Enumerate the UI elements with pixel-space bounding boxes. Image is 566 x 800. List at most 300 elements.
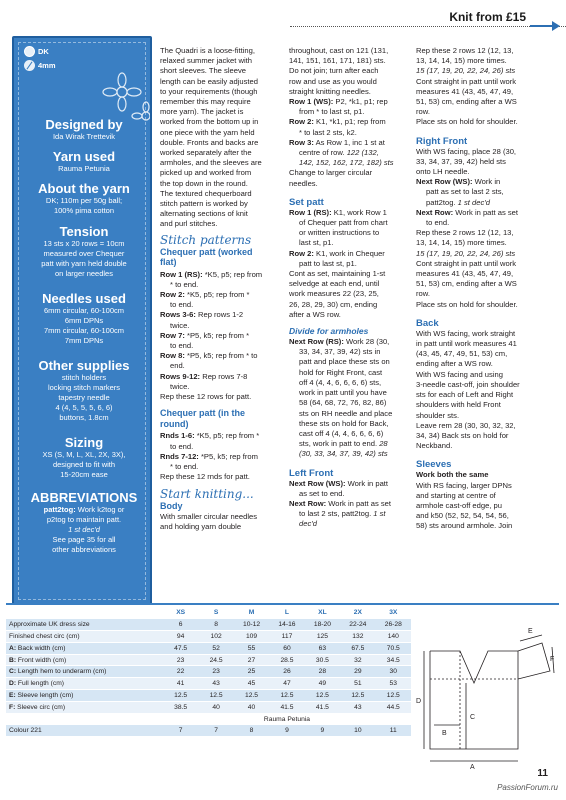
measurement-value: 109: [234, 631, 269, 643]
instruction-row: [416, 177, 556, 187]
instruction-row: and holding yarn double: [160, 522, 242, 532]
size-table-body: [6, 619, 411, 737]
intro-line: double. Fronts and backs are: [160, 137, 259, 147]
measurement-value: 40: [198, 701, 233, 713]
instruction-row: armhole cast-off edge, pu: [416, 500, 502, 510]
instruction-row: onto LH needle.: [416, 167, 470, 177]
measurement-value: 125: [305, 631, 340, 643]
row-text: *K5, p5; rep from: [202, 269, 263, 279]
measurement-value: 51: [340, 678, 375, 690]
instruction-row: row.: [416, 289, 430, 299]
measurement-value: 29: [340, 666, 375, 678]
instruction-row: to end.: [170, 341, 194, 351]
sleeves-heading: Sleeves: [416, 459, 452, 471]
sleeve-outline: [518, 643, 550, 679]
tension-line: measured over Chequer: [43, 249, 125, 258]
page-header-title: Knit from £15: [449, 10, 526, 24]
measurement-value: 70.5: [376, 642, 411, 654]
measurement-label: D: Full length (cm): [6, 678, 163, 690]
size-table-row: [6, 642, 411, 654]
instruction-row: Neckband.: [416, 441, 453, 451]
supplies-line: stitch holders: [61, 373, 107, 382]
intro-line: stitch pattern is worked by: [160, 199, 248, 209]
diagram-label-a: A: [470, 764, 475, 771]
measurement-value: 32: [340, 654, 375, 666]
needles-line: 7mm circular, 60-100cm: [43, 326, 125, 335]
intro-line: remember this may require: [160, 97, 251, 107]
intro-line: worked from the bottom up in: [160, 117, 259, 127]
measurement-value: 28: [305, 666, 340, 678]
ball-count-value: 11: [376, 725, 411, 737]
intro-line: The Quadri is a loose-fitting,: [160, 46, 255, 55]
measurement-value: 47.5: [163, 642, 198, 654]
instruction-row: patt and place these sts on: [299, 357, 390, 367]
designer-name: Ida Wirak Trettevik: [52, 132, 116, 141]
measurement-value: 8: [198, 619, 233, 631]
measurement-value: 102: [198, 631, 233, 643]
instruction-row: dec'd: [299, 519, 317, 529]
instruction-row: end.: [170, 361, 185, 371]
row-text: to last 2 sts, patt2tog.: [299, 509, 372, 519]
instruction-row: [289, 97, 413, 107]
instruction-row: * to end.: [170, 279, 199, 289]
tension-section: [14, 225, 152, 279]
stitch-count: 1 st: [371, 509, 386, 519]
instruction-row: [160, 372, 286, 382]
diagram-label-c: C: [470, 714, 476, 721]
arrow-icon: [530, 19, 560, 33]
intro-line: armholes, and the sleeves are: [160, 158, 262, 168]
row-label: Row 2:: [289, 248, 314, 258]
instruction-row: throughout, cast on 121 (131,: [289, 46, 389, 55]
measurement-value: 140: [376, 631, 411, 643]
instruction-row: [160, 310, 286, 320]
intro-line: short sleeves. The sleeve: [160, 66, 246, 76]
tension-line: patt with yarn held double: [41, 259, 127, 268]
instruction-row: 58 (64, 68, 72, 76, 82, 86): [299, 398, 387, 408]
pattern-info-sidebar: [12, 36, 152, 606]
chequer-round-heading: Chequer patt (in the: [160, 408, 245, 419]
row-label: Row 2:: [289, 117, 314, 127]
about-yarn-section: [14, 182, 152, 216]
instruction-row: [416, 208, 556, 218]
measurement-label: F: Sleeve circ (cm): [6, 701, 163, 713]
instruction-row: sts on RH needle and place: [299, 408, 393, 418]
measurement-label: B: Front width (cm): [6, 654, 163, 666]
row-text: *P5, k5; rep from *: [184, 330, 250, 340]
instruction-row: in patt until work measures 41: [416, 339, 517, 349]
instruction-row: Rep these 2 rows 12 (12, 13,: [416, 46, 514, 55]
measurement-value: 10-12: [234, 619, 269, 631]
abbreviation-term: patt2tog:: [43, 505, 76, 514]
instruction-row: ending after a WS row.: [416, 359, 493, 369]
start-knitting-heading: Start knitting...: [160, 487, 254, 502]
instruction-row: With WS facing, place 28 (30,: [416, 146, 517, 156]
intro-line: alternating sections of knit: [160, 209, 248, 219]
instruction-row: last st, p1.: [299, 238, 334, 248]
size-table-panel: [6, 603, 559, 776]
measurement-value: 63: [305, 642, 340, 654]
instruction-row: With smaller circular needles: [160, 511, 258, 521]
row-text: K1, work Row 1: [331, 207, 387, 217]
instruction-row: [289, 499, 413, 509]
needles-line: 7mm DPNs: [64, 336, 104, 345]
row-text: Work in patt: [345, 478, 389, 488]
colour-row: [6, 725, 411, 737]
abbreviation-line: other abbreviations: [52, 545, 116, 554]
instruction-row: 58) sts around armhole. Join: [416, 521, 513, 531]
row-label: Next Row (WS):: [416, 177, 473, 187]
diagram-label-e: E: [528, 628, 533, 635]
set-patt-heading: Set patt: [289, 196, 324, 208]
yarn-weight-badge: [24, 46, 84, 57]
measurement-value: 23: [198, 666, 233, 678]
needle-icon: [24, 60, 35, 71]
row-label: Next Row (RS):: [289, 337, 344, 347]
row-label: Next Row:: [289, 498, 327, 508]
instruction-row: 34, 34) Back sts on hold for: [416, 430, 509, 440]
row-text: Rep rows 1-2: [195, 310, 244, 320]
instruction-row: [289, 117, 413, 127]
ball-count-value: 7: [198, 725, 233, 737]
instruction-row: measures 41 (43, 45, 47, 49,: [416, 86, 514, 96]
needles-section: [14, 292, 152, 346]
about-yarn-heading: About the yarn: [38, 181, 130, 196]
instruction-row: 26, 28, 29, 30) cm, ending: [289, 299, 378, 309]
instruction-row: patt to last st, p1.: [299, 258, 357, 268]
row-label: Row 7:: [160, 330, 185, 340]
instruction-row: twice.: [170, 320, 190, 330]
chequer-flat-heading: Chequer patt (worked: [160, 246, 253, 257]
instruction-row: [416, 198, 556, 208]
row-text: K1, *k1, p1; rep from: [313, 117, 386, 127]
yarn-used-heading: Yarn used: [52, 149, 116, 164]
abbreviation-line: See page 35 for all: [52, 535, 116, 544]
diagram-label-b: B: [442, 730, 447, 737]
instruction-row: [160, 331, 286, 341]
row-label: Row 1 (RS):: [160, 269, 203, 279]
measurement-value: 53: [376, 678, 411, 690]
instruction-row: cast off 4 (4, 4, 6, 6, 6, 6): [299, 428, 384, 438]
other-supplies-heading: Other supplies: [38, 358, 130, 373]
size-column-header: XS: [163, 607, 198, 619]
instruction-row: Leave rem 28 (30, 30, 32, 32,: [416, 420, 516, 430]
size-table-row: [6, 666, 411, 678]
intro-line: length can be easily adjusted: [160, 76, 258, 86]
measurement-value: 41.5: [269, 701, 304, 713]
size-table-row: [6, 701, 411, 713]
instruction-row: Place sts on hold for shoulder.: [416, 299, 518, 309]
abbreviation-line: 1 st dec'd: [68, 525, 100, 534]
measurement-value: 12.5: [234, 690, 269, 702]
measurement-letter: F:: [9, 703, 16, 711]
instruction-row: [160, 431, 286, 441]
abbreviation-def: Work k2tog or: [75, 505, 125, 514]
stitch-count: 1 st dec'd: [455, 197, 490, 207]
row-text: Rep rows 7-8: [200, 371, 248, 381]
instruction-row: [289, 208, 413, 218]
sleeves-subheading: Work both the same: [416, 470, 489, 480]
row-label: Row 8:: [160, 351, 185, 361]
instruction-row: or written instructions to: [299, 228, 380, 238]
row-text: *K5, p5; rep from *: [194, 431, 260, 441]
measurement-value: 12.5: [340, 690, 375, 702]
column-1: [160, 46, 286, 532]
ball-count-value: 8: [234, 725, 269, 737]
instruction-row: shoulder sts.: [416, 410, 460, 420]
measurement-value: 30.5: [305, 654, 340, 666]
measurement-label: Approximate UK dress size: [6, 619, 163, 631]
abbreviations-section: [14, 491, 152, 555]
supplies-line: buttons, 1.8cm: [59, 413, 109, 422]
row-label: Row 3:: [289, 137, 314, 147]
measurement-value: 41: [163, 678, 198, 690]
measurement-value: 44.5: [376, 701, 411, 713]
stitch-patterns-heading: Stitch patterns: [160, 232, 252, 247]
row-text: As Row 1, inc 1 st at: [313, 137, 385, 147]
measurement-value: 12.5: [198, 690, 233, 702]
measurement-value: 94: [163, 631, 198, 643]
row-text: *P5, k5; rep from * to: [184, 351, 258, 361]
measurement-value: 28.5: [269, 654, 304, 666]
measurement-value: 14-16: [269, 619, 304, 631]
ball-count-value: 10: [340, 725, 375, 737]
size-header-row: [6, 607, 411, 619]
sizing-section: [14, 436, 152, 480]
measurement-value: 26-28: [376, 619, 411, 631]
measurement-value: 27: [234, 654, 269, 666]
instruction-row: and k50 (52, 52, 54, 54, 56,: [416, 511, 509, 521]
row-label: Next Row (WS):: [289, 478, 346, 488]
measurement-letter: D:: [9, 680, 17, 688]
instruction-row: off 4 (4, 4, 6, 6, 6, 6) sts,: [299, 377, 382, 387]
needle-size-label: 4mm: [38, 61, 56, 70]
source-watermark: PassionForum.ru: [497, 783, 558, 792]
instruction-row: selvedge at each end, until: [289, 279, 380, 289]
instruction-row: Cont straight in patt until work: [416, 76, 517, 86]
row-label: Row 1 (RS):: [289, 207, 332, 217]
instruction-row: Do not join; turn after each: [289, 66, 379, 76]
diagram-label-f: F: [550, 656, 555, 663]
instruction-row: row and use as you would: [289, 76, 377, 86]
instruction-row: 15 (17, 19, 20, 22, 24, 26) sts: [416, 248, 516, 258]
needles-heading: Needles used: [42, 291, 126, 306]
instruction-row: of Chequer patt from chart: [299, 218, 388, 228]
instruction-row: [160, 351, 286, 361]
instruction-row: [289, 138, 413, 148]
intro-line: relaxed summer jacket with: [160, 56, 253, 66]
measurement-letter: A:: [9, 644, 17, 652]
instruction-row: Change to larger circular: [289, 168, 373, 178]
garment-schematic-diagram: [416, 621, 556, 771]
row-label: Rnds 1-6:: [160, 431, 195, 441]
stitch-count: 28: [377, 439, 388, 449]
instruction-row: [289, 249, 413, 259]
ball-count-value: 9: [269, 725, 304, 737]
measurement-value: 12.5: [269, 690, 304, 702]
stitch-count: 142, 152, 162, 172, 182): [299, 158, 382, 168]
sizing-line: designed to fit with: [52, 460, 116, 469]
instruction-row: Rep these 2 rows 12 (12, 13,: [416, 228, 514, 238]
row-text: Work 28 (30,: [343, 337, 390, 347]
size-table: [6, 607, 411, 737]
yarn-badges: [24, 46, 84, 106]
instruction-row: twice.: [170, 381, 190, 391]
about-yarn-line: DK; 110m per 50g ball;: [45, 196, 123, 205]
instruction-row: Rep these 12 rnds for patt.: [160, 472, 250, 482]
instruction-row: 3-needle cast-off, join shoulder: [416, 379, 520, 389]
instruction-row: (30, 33, 34, 37, 39, 42) sts: [299, 449, 388, 459]
instruction-row: [289, 509, 413, 519]
row-text: *P5, k5; rep from: [198, 451, 258, 461]
row-label: Rnds 7-12:: [160, 451, 199, 461]
measurement-value: 12.5: [305, 690, 340, 702]
yarn-name: Rauma Petunia: [58, 164, 110, 173]
measurement-value: 45: [234, 678, 269, 690]
instruction-row: With WS facing, work straight: [416, 328, 516, 338]
instruction-row: [160, 452, 286, 462]
row-label: Row 1 (WS):: [289, 97, 334, 107]
row-text: P2, *k1, p1; rep: [333, 97, 388, 107]
designer-section: [14, 118, 152, 142]
yarn-ball-icon: [24, 46, 35, 57]
instruction-row: [289, 337, 413, 347]
size-column-header: 2X: [340, 607, 375, 619]
size-column-header: L: [269, 607, 304, 619]
left-front-heading: Left Front: [289, 467, 334, 479]
yarn-name-row: [6, 713, 411, 725]
empty-header-cell: [6, 607, 163, 619]
measurement-value: 40: [234, 701, 269, 713]
instruction-row: 33, 34, 37, 39, 42) sts in: [299, 347, 381, 357]
measurement-value: 34.5: [376, 654, 411, 666]
needle-size-badge: [24, 60, 84, 71]
sizing-line: XS (S, M, L, XL, 2X, 3X),: [42, 450, 126, 459]
yarn-name-cell: Rauma Petunia: [163, 713, 411, 725]
instruction-row: [160, 270, 286, 280]
intro-line: The textured chequerboard: [160, 188, 252, 198]
size-column-header: XL: [305, 607, 340, 619]
instruction-row: 33, 34, 37, 39, 42) held sts: [416, 156, 506, 166]
measurement-label: A: Back width (cm): [6, 642, 163, 654]
instruction-row: and starting at centre of: [416, 490, 496, 500]
measurement-letter: E:: [9, 691, 16, 699]
supplies-line: locking stitch markers: [47, 383, 121, 392]
measurement-value: 26: [269, 666, 304, 678]
instruction-row: after a WS row.: [289, 309, 341, 319]
instruction-row: needles.: [289, 178, 318, 188]
instruction-row: With RS facing, larger DPNs: [416, 480, 512, 490]
measurement-value: 38.5: [163, 701, 198, 713]
column-2: [289, 46, 413, 530]
intro-line: worked separately after the: [160, 148, 252, 158]
supplies-line: tapestry needle: [58, 393, 110, 402]
intro-line: to your requirements (though: [160, 86, 258, 96]
measurement-value: 18-20: [305, 619, 340, 631]
instruction-row: to end.: [170, 300, 194, 310]
measurement-value: 12.5: [376, 690, 411, 702]
instruction-row: work in patt until you have: [299, 388, 387, 398]
measurement-label: C: Length hem to underarm (cm): [6, 666, 163, 678]
instruction-row: from * to last st, p1.: [299, 107, 365, 117]
measurement-value: 22: [163, 666, 198, 678]
stitch-count: sts: [381, 158, 394, 168]
colour-label: Colour 221: [6, 725, 163, 737]
instruction-row: to end.: [426, 218, 450, 228]
other-supplies-section: [14, 359, 152, 423]
header-divider: [290, 26, 566, 27]
instruction-row: as set to end.: [299, 488, 345, 498]
row-text: Work in patt as set: [453, 207, 518, 217]
chequer-round-heading: round): [160, 418, 189, 429]
tension-heading: Tension: [59, 224, 109, 239]
size-table-row: [6, 631, 411, 643]
row-label: Rows 9-12:: [160, 371, 201, 381]
intro-line: one piece with the yarn held: [160, 127, 255, 137]
row-label: Rows 3-6:: [160, 310, 196, 320]
measurement-value: 49: [305, 678, 340, 690]
column-3: [416, 46, 556, 532]
sizing-heading: Sizing: [64, 435, 104, 450]
size-table-row: [6, 654, 411, 666]
instruction-row: (43, 45, 47, 49, 51, 53) cm,: [416, 349, 508, 359]
measurement-value: 24.5: [198, 654, 233, 666]
measurement-value: 12.5: [163, 690, 198, 702]
divide-armholes-heading: Divide for armholes: [289, 326, 369, 337]
measurement-value: 23: [163, 654, 198, 666]
instruction-row: 13, 14, 14, 15) more times.: [416, 238, 507, 248]
instruction-row: measures 41 (43, 45, 47, 49,: [416, 269, 514, 279]
intro-line: the top down in the round.: [160, 178, 248, 188]
instruction-row: hold for Right Front, cast: [299, 367, 383, 377]
yarn-weight-label: DK: [38, 47, 49, 56]
row-text: centre of row.: [299, 148, 345, 158]
row-text: *K5, p5; rep from *: [184, 290, 250, 300]
instruction-row: * to last 2 sts, k2.: [299, 127, 357, 137]
measurement-label: E: Sleeve length (cm): [6, 690, 163, 702]
instruction-row: [160, 290, 286, 300]
instruction-row: these sts on hold for Back,: [299, 418, 389, 428]
instruction-row: [289, 158, 413, 168]
intro-line: more yarn). The jacket is: [160, 107, 244, 117]
measurement-value: 25: [234, 666, 269, 678]
chequer-flat-heading: flat): [160, 257, 177, 268]
instruction-row: [289, 439, 413, 449]
right-front-heading: Right Front: [416, 135, 468, 147]
ball-count-value: 7: [163, 725, 198, 737]
instruction-row: * to end.: [170, 461, 199, 471]
instruction-row: With WS facing and using: [416, 369, 503, 379]
page-number: 11: [537, 768, 548, 779]
abbreviations-heading: ABBREVIATIONS: [30, 490, 138, 505]
about-yarn-line: 100% pima cotton: [53, 206, 115, 215]
instruction-row: [289, 479, 413, 489]
dimension-e-line: [520, 635, 542, 641]
measurement-value: 117: [269, 631, 304, 643]
row-text: Work in: [472, 177, 501, 187]
measurement-letter: B:: [9, 656, 17, 664]
measurement-value: 55: [234, 642, 269, 654]
instruction-row: Rep these 12 rows for patt.: [160, 392, 252, 402]
measurement-value: 22-24: [340, 619, 375, 631]
size-column-header: M: [234, 607, 269, 619]
instruction-row: 51, 53) cm, ending after a WS: [416, 279, 517, 289]
instruction-row: shoulders with held Front: [416, 400, 501, 410]
diagram-label-d: D: [416, 698, 422, 705]
yarn-used-section: [14, 150, 152, 174]
instruction-row: [289, 148, 413, 158]
instruction-row: 13, 14, 14, 15) more times.: [416, 56, 507, 66]
